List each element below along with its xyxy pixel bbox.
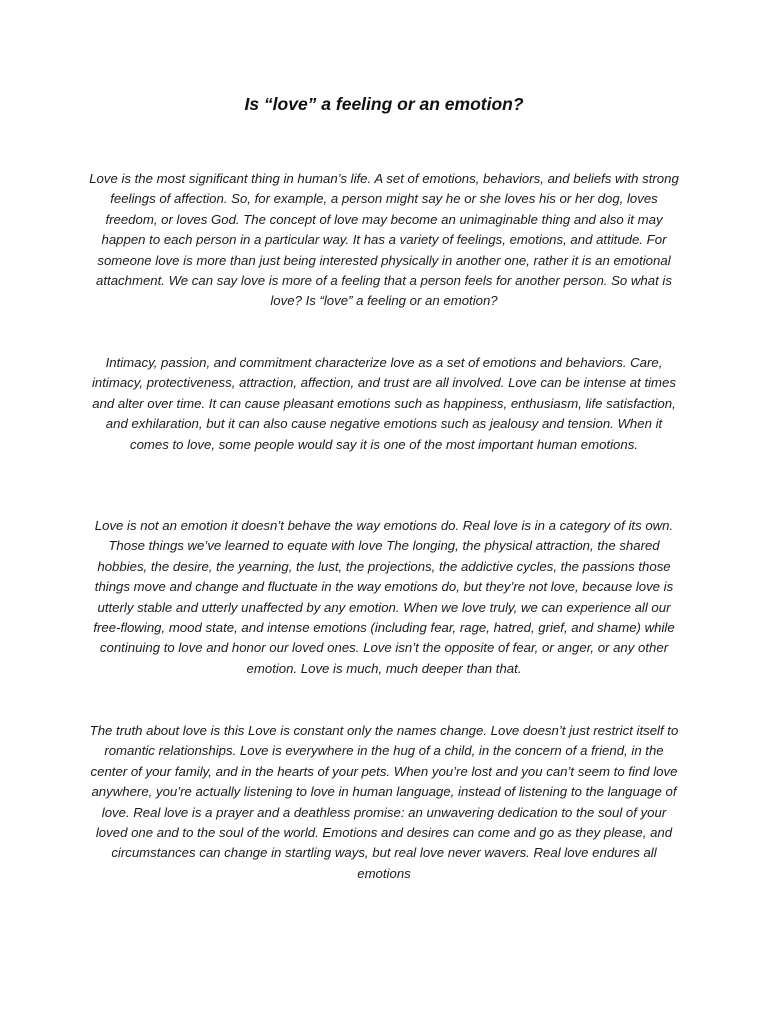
paragraph-1: Love is the most significant thing in human’s life. A set of emotions, behaviors, and beliefs with strong feelings of affection. So, for example, a person might say he or she loves his or her dog, loves freedom, or loves God. The concept of love may become an unimaginable thing and also it may happen to each person in a particular way. It has a variety of feelings, emotions, and attitude. For someone love is more than just being interested physically in another one, rather it is an emotional attachment. We can say love is more of a feeling that a person feels for another person. So what is love? Is “love” a feeling or an emotion? <box>89 171 679 309</box>
paragraph-4: The truth about love is this Love is constant only the names change. Love doesn’t just restrict itself to romantic relationships. Love is everywhere in the hug of a child, in the concern of a friend, in the center of your family, and in the hearts of your pets. When you’re lost and you can’t seem to find love anywhere, you’re actually listening to love in human language, instead of listening to the language of love. Real love is a prayer and a deathless promise: an unwavering dedication to the soul of your loved one and to the soul of the world. Emotions and desires can come and go as they please, and circumstances can change in startling ways, but real love never wavers. Real love endures all emotions <box>89 723 679 881</box>
document-title: Is “love” a feeling or an emotion? <box>244 94 524 114</box>
paragraph-2: Intimacy, passion, and commitment characterize love as a set of emotions and behaviors. Care, intimacy, protectiveness, attraction, affection, and trust are all involved. Love can be intense at times and alter over time. It can cause pleasant emotions such as happiness, enthusiasm, life satisfaction, and exhilaration, but it can also cause negative emotions such as jealousy and tension. When it comes to love, some people would say it is one of the most important human emotions. <box>92 355 676 452</box>
paragraph-3: Love is not an emotion it doesn’t behave the way emotions do. Real love is in a category of its own. Those things we’ve learned to equate with love The longing, the physical attraction, the shared hobbies, the desire, the yearning, the lust, the projections, the addictive cycles, the passions those things move and change and fluctuate in the way emotions do, but they’re not love, because love is utterly stable and utterly unaffected by any emotion. When we love truly, we can experience all our free-flowing, mood state, and intense emotions (including fear, rage, hatred, grief, and shame) while continuing to love and honor our loved ones. Love isn’t the opposite of fear, or anger, or any other emotion. Love is much, much deeper than that. <box>93 518 675 676</box>
